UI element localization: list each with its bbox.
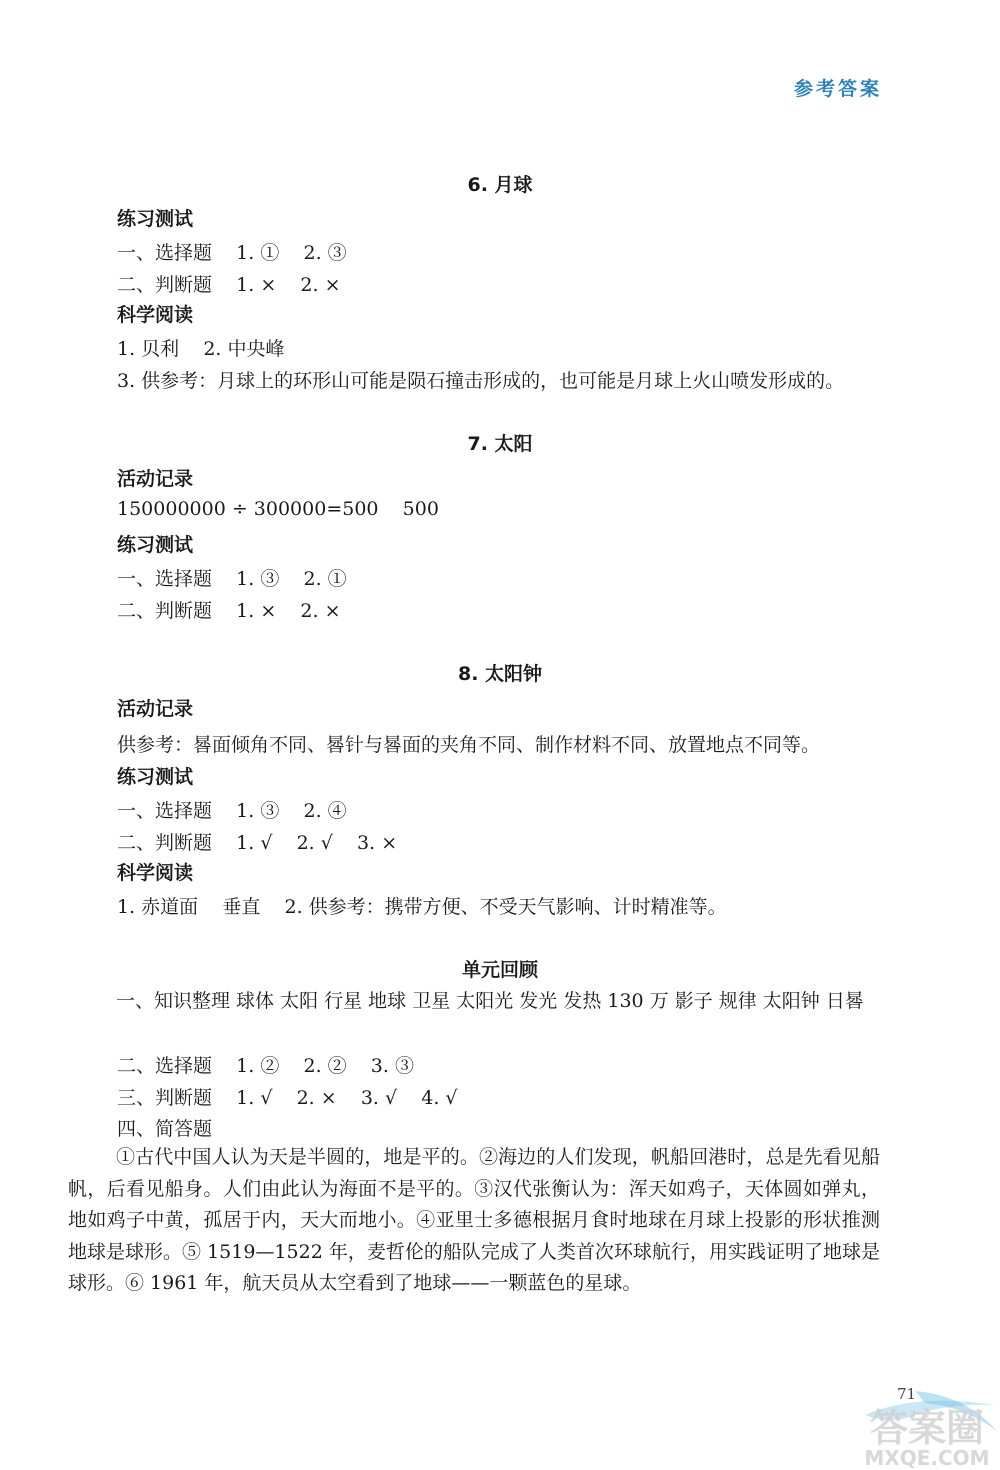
section-8-title: 8. 太阳钟 [457, 663, 543, 685]
page-number: 71 [897, 1385, 917, 1403]
section-8-subheading-reading: 科学阅读 [117, 862, 194, 884]
section-7-judge-answers: 二、判断题 1. × 2. × [117, 600, 341, 622]
section-8-judge-answers: 二、判断题 1. √ 2. √ 3. × [117, 832, 398, 854]
svg-text:MXQE.COM: MXQE.COM [864, 1446, 990, 1470]
section-6-reading-answer-3: 3. 供参考：月球上的环形山可能是陨石撞击形成的，也可能是月球上火山喷发形成的。 [117, 370, 845, 392]
review-short-answer-heading: 四、简答题 [117, 1118, 213, 1140]
section-7-choice-answers: 一、选择题 1. ③ 2. ① [117, 568, 347, 590]
section-6-title: 6. 月球 [467, 174, 533, 196]
section-8-subheading-activity: 活动记录 [117, 698, 194, 720]
section-7-subheading-practice: 练习测试 [117, 534, 194, 556]
section-8-subheading-practice: 练习测试 [117, 766, 194, 788]
watermark-logo [855, 1385, 1000, 1470]
section-8-choice-answers: 一、选择题 1. ③ 2. ④ [117, 800, 347, 822]
section-6-judge-answers: 二、判断题 1. × 2. × [117, 274, 341, 296]
svg-text:答案圈: 答案圈 [869, 1406, 985, 1450]
section-7-activity-record: 150000000 ÷ 300000=500 500 [117, 498, 439, 520]
header-label: 参考答案 [793, 78, 882, 100]
section-6-reading-answers: 1. 贝利 2. 中央峰 [117, 338, 285, 360]
section-8-reading-answers: 1. 赤道面 垂直 2. 供参考：携带方便、不受天气影响、计时精准等。 [117, 896, 727, 918]
review-title: 单元回顾 [461, 959, 538, 981]
section-7-title: 7. 太阳 [467, 433, 533, 455]
section-6-choice-answers: 一、选择题 1. ① 2. ③ [117, 242, 347, 264]
review-short-answer-text: ①古代中国人认为天是半圆的，地是平的。②海边的人们发现，帆船回港时，总是先看见船帆，后看见船身。人们由此认为海面不是平的。③汉代张衡认为：浑天如鸡子，天体圆如弹丸，地如鸡子中黄，孤居于内，天大而地小。④亚里士多德根据月食时地球在月球上投影的形状推测地球是球形。⑤ 1519—1522 年，麦哲伦的船队完成了人类首次环球航行，用实践证明了地球是球形。⑥ 1961 年，航天员从太空看到了地球——一颗蓝色的星球。 [68, 1146, 880, 1294]
section-8-activity-record: 供参考：晷面倾角不同、晷针与晷面的夹角不同、制作材料不同、放置地点不同等。 [117, 734, 821, 756]
section-6-subheading-practice: 练习测试 [117, 208, 194, 230]
review-choice-answers: 二、选择题 1. ② 2. ② 3. ③ [117, 1055, 414, 1077]
review-judge-answers: 三、判断题 1. √ 2. × 3. √ 4. √ [117, 1087, 458, 1109]
section-6-subheading-reading: 科学阅读 [117, 304, 194, 326]
review-knowledge-summary: 一、知识整理 球体 太阳 行星 地球 卫星 太阳光 发光 发热 130 万 影子 规律 太阳钟 日晷 [116, 990, 864, 1012]
section-7-subheading-activity: 活动记录 [117, 468, 194, 490]
